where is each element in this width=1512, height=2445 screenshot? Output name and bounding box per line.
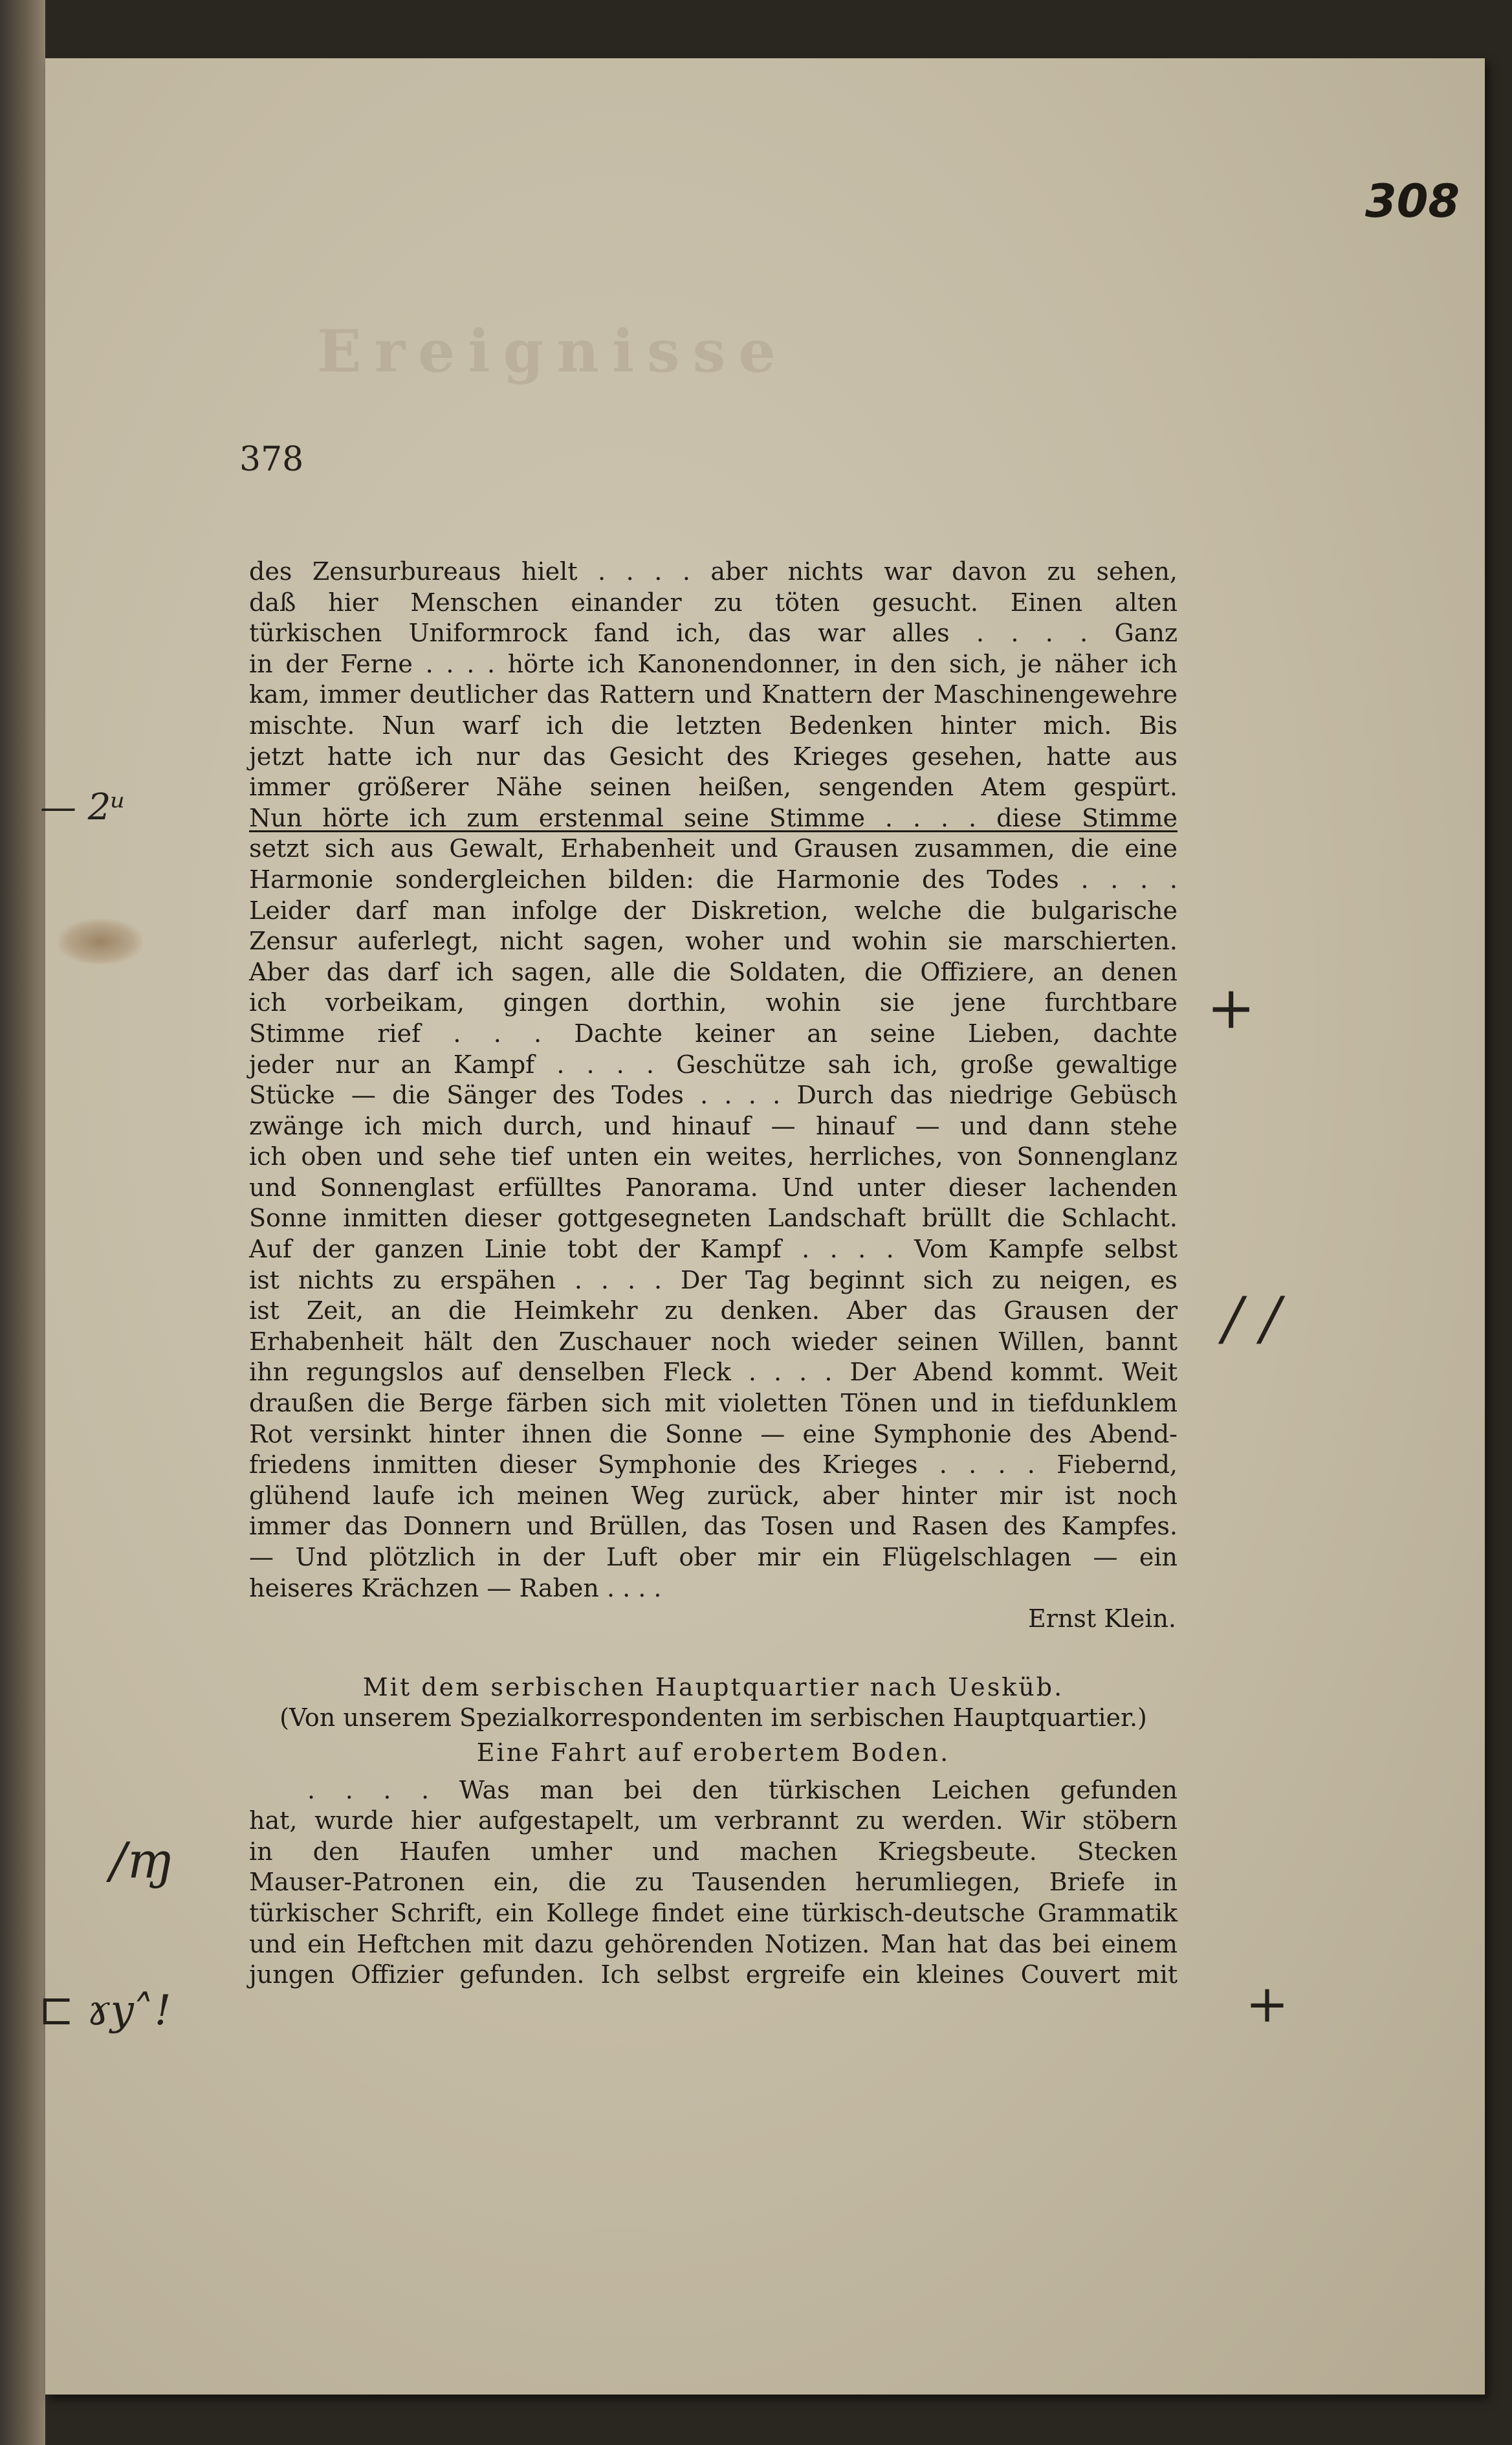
margin-note-3: /ɱ <box>110 1831 173 1889</box>
text-line: Stücke — die Sänger des Todes . . . . Durch das niedrige Gebüsch <box>249 1081 1178 1110</box>
text-line: setzt sich aus Gewalt, Erhabenheit und Grausen zusammen, die eine <box>249 834 1178 863</box>
text-line: und Sonnenglast erfülltes Panorama. Und unter dieser lachenden <box>249 1173 1178 1202</box>
text-line: ihn regungslos auf denselben Fleck . . . . Der Abend kommt. Weit <box>249 1358 1178 1387</box>
text-line: ist Zeit, an die Heimkehr zu denken. Aber das Grausen der <box>249 1296 1178 1325</box>
author-signature: Ernst Klein. <box>1028 1604 1176 1633</box>
text-line: Rot versinkt hinter ihnen die Sonne — eine Symphonie des Abend- <box>249 1419 1178 1448</box>
text-line: Erhabenheit hält den Zuschauer noch wieder seinen Willen, bannt <box>249 1327 1178 1356</box>
page-number: 378 <box>239 440 304 479</box>
text-line: ich oben und sehe tief unten ein weites, herrliches, von Sonnenglanz <box>249 1142 1178 1171</box>
folio-number: 308 <box>1365 175 1460 228</box>
text-line: friedens inmitten dieser Symphonie des Krieges . . . . Fiebernd, <box>249 1450 1178 1479</box>
text-line: jeder nur an Kampf . . . . Geschütze sah ich, große gewaltige <box>249 1050 1178 1079</box>
text-line: Mauser-Patronen ein, die zu Tausenden herumliegen, Briefe in <box>249 1868 1178 1897</box>
text-line: Harmonie sondergleichen bilden: die Harmonie des Todes . . . . <box>249 865 1178 894</box>
text-line: türkischen Uniformrock fand ich, das war alles . . . . Ganz <box>249 619 1178 648</box>
text-line: heiseres Krächzen — Raben . . . . <box>249 1573 662 1602</box>
text-line: . . . . Was man bei den türkischen Leichen gefunden <box>307 1775 1178 1804</box>
text-line-underlined: Nun hörte ich zum erstenmal seine Stimme . . . . diese Stimme <box>249 803 1178 832</box>
text-line: zwänge ich mich durch, und hinauf — hinauf — und dann stehe <box>249 1111 1178 1140</box>
article-byline: (Von unserem Spezialkorrespondenten im serbischen Hauptquartier.) <box>279 1703 1147 1732</box>
text-line: und ein Heftchen mit dazu gehörenden Notizen. Man hat das bei einem <box>249 1929 1178 1958</box>
margin-note-4: ⊏ ɤy˄! <box>39 1987 171 2035</box>
text-line: ist nichts zu erspähen . . . . Der Tag beginnt sich zu neigen, es <box>249 1265 1178 1294</box>
text-line: in den Haufen umher und machen Kriegsbeute. Stecken <box>249 1837 1178 1866</box>
margin-cross-2: + <box>1245 1974 1289 2034</box>
text-column <box>249 557 1178 1991</box>
text-line: Sonne inmitten dieser gottgesegneten Landschaft brüllt die Schlacht. <box>249 1204 1178 1233</box>
text-line: kam, immer deutlicher das Rattern und Knattern der Maschinengewehre <box>249 680 1178 709</box>
article-title: Mit dem serbischen Hauptquartier nach Uesküb. <box>362 1672 1064 1701</box>
margin-cross-1: + <box>1207 974 1256 1042</box>
text-line: Leider darf man infolge der Diskretion, welche die bulgarische <box>249 896 1178 925</box>
text-line: daß hier Menschen einander zu töten gesucht. Einen alten <box>249 588 1178 617</box>
text-line: türkischer Schrift, ein Kollege findet eine türkisch-deutsche Grammatik <box>249 1898 1178 1927</box>
text-line: hat, wurde hier aufgestapelt, um verbrannt zu werden. Wir stöbern <box>249 1806 1178 1835</box>
text-line: ich vorbeikam, gingen dorthin, wohin sie jene furchtbare <box>249 988 1178 1017</box>
article-subtitle: Eine Fahrt auf erobertem Boden. <box>476 1738 950 1767</box>
text-line: Aber das darf ich sagen, alle die Soldaten, die Offiziere, an denen <box>249 957 1178 986</box>
text-line: immer das Donnern und Brüllen, das Tosen und Rasen des Kampfes. <box>249 1512 1178 1541</box>
margin-note-1: — 2ᵘ <box>40 786 126 828</box>
text-line: des Zensurbureaus hielt . . . . aber nichts war davon zu sehen, <box>249 557 1178 586</box>
text-line: glühend laufe ich meinen Weg zurück, aber hinter mir ist noch <box>249 1481 1178 1510</box>
text-line: immer größerer Nähe seinen heißen, sengenden Atem gespürt. <box>249 773 1178 802</box>
ink-stain <box>58 919 142 964</box>
text-line: Stimme rief . . . Dachte keiner an seine Lieben, dachte <box>249 1019 1178 1048</box>
text-line: jungen Offizier gefunden. Ich selbst ergreife ein kleines Couvert mit <box>249 1960 1178 1989</box>
text-line: Zensur auferlegt, nicht sagen, woher und wohin sie marschierten. <box>249 927 1178 956</box>
margin-note-2: / ∕ <box>1223 1285 1281 1353</box>
text-line: Auf der ganzen Linie tobt der Kampf . . . . Vom Kampfe selbst <box>249 1235 1178 1264</box>
text-line: — Und plötzlich in der Luft ober mir ein Flügelschlagen — ein <box>249 1543 1178 1571</box>
text-line: in der Ferne . . . . hörte ich Kanonendonner, in den sich, je näher ich <box>249 649 1178 678</box>
bleed-through-text: Ereignisse <box>317 317 789 386</box>
text-line: jetzt hatte ich nur das Gesicht des Krieges gesehen, hatte aus <box>249 742 1178 771</box>
text-line: draußen die Berge färben sich mit violetten Tönen und in tiefdunklem <box>249 1389 1178 1418</box>
book-binding <box>0 0 45 2445</box>
text-line: mischte. Nun warf ich die letzten Bedenken hinter mich. Bis <box>249 711 1178 740</box>
